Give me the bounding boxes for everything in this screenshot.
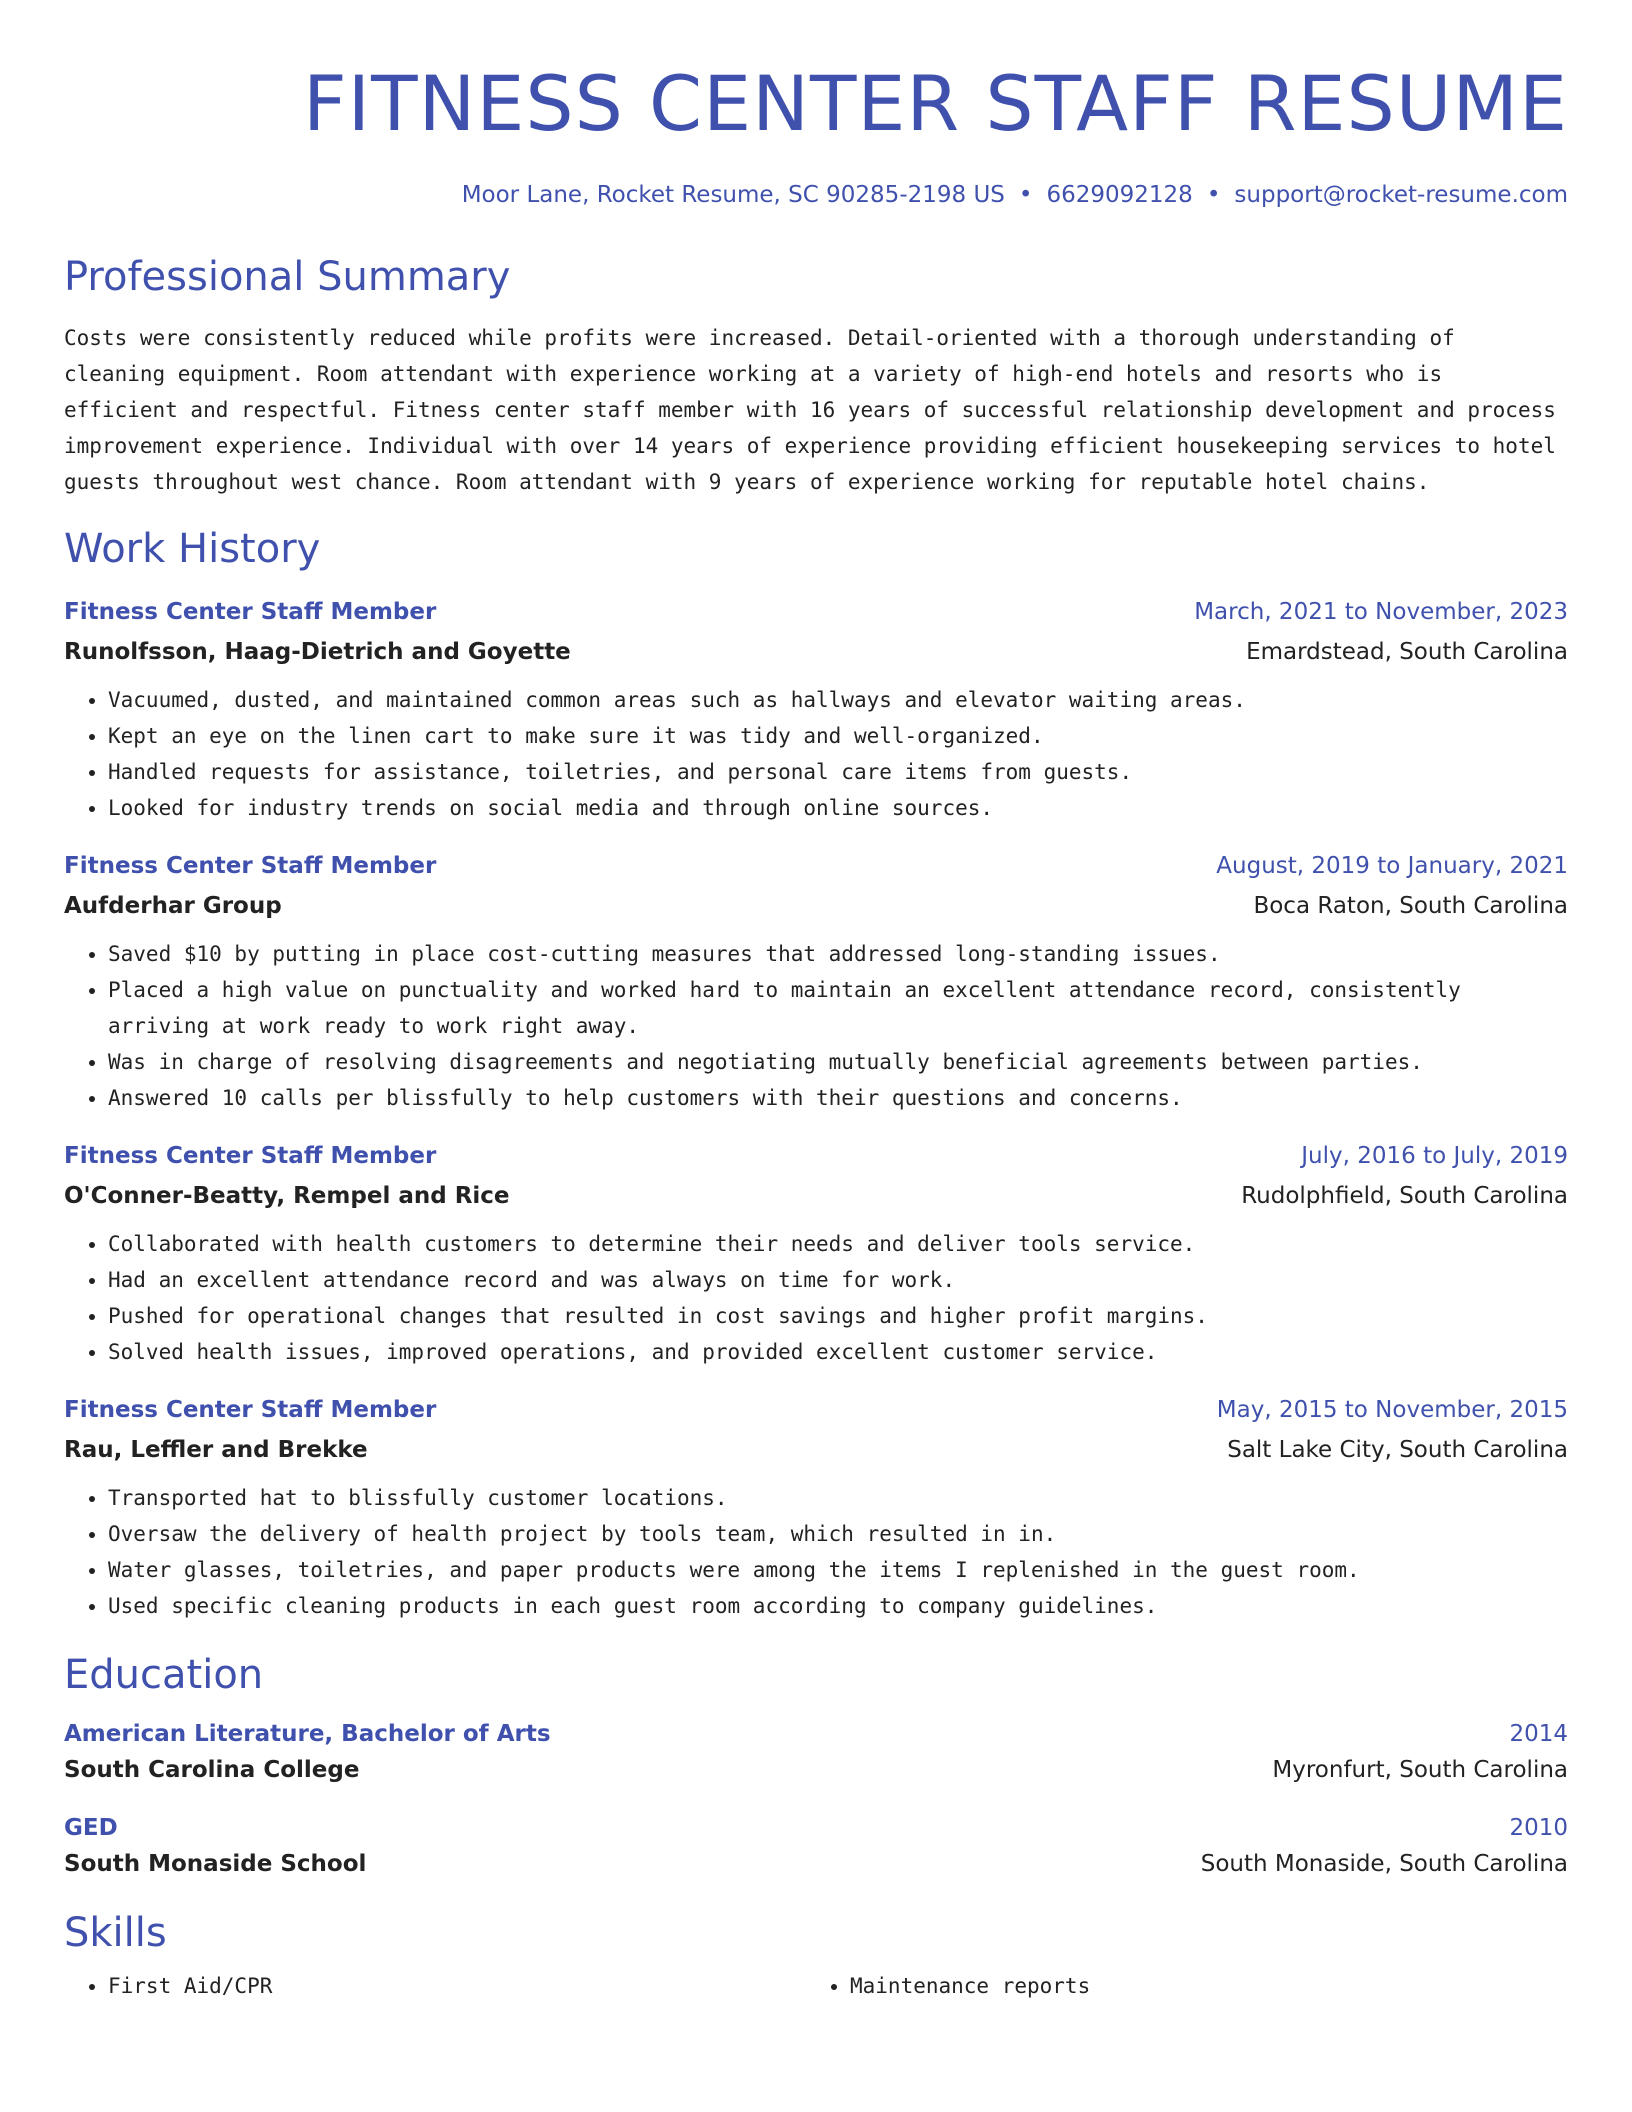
job-title: Fitness Center Staff Member xyxy=(64,1143,437,1169)
job-dates: July, 2016 to July, 2019 xyxy=(1301,1143,1568,1169)
job-bullets xyxy=(64,1480,1568,1624)
job-bullets xyxy=(64,1226,1568,1370)
job-company: Runolfsson, Haag-Dietrich and Goyette xyxy=(64,639,571,665)
job-bullet: • Collaborated with health customers to determine their needs and deliver tools service. xyxy=(108,1226,1568,1262)
summary-text: Costs were consistently reduced while profits were increased. Detail-oriented with a thorough understanding of cleaning equipment. Room attendant with experience working at a variety of high-end hotels and resorts who is efficient and respectful. Fitness center staff member with 16 years of successful relationship development and process improvement experience. Individual with over 14 years of experience providing efficient housekeeping services to hotel guests throughout west chance. Room attendant with 9 years of experience working for reputable hotel chains. xyxy=(64,326,1556,494)
job-location: Emardstead, South Carolina xyxy=(1246,639,1568,665)
education-school: South Carolina College xyxy=(64,1757,360,1783)
job-dates: August, 2019 to January, 2021 xyxy=(1216,853,1568,879)
contact-address: Moor Lane, Rocket Resume, SC 90285-2198 US xyxy=(461,182,1005,208)
job-bullet: • Water glasses, toiletries, and paper products were among the items I replenished in the guest room. xyxy=(108,1552,1568,1588)
job-bullet: • Answered 10 calls per blissfully to help customers with their questions and concerns. xyxy=(108,1080,1568,1116)
job-bullet: • Solved health issues, improved operations, and provided excellent customer service. xyxy=(108,1334,1568,1370)
education-heading: Education xyxy=(64,1652,264,1698)
job-entry xyxy=(64,1394,1568,1624)
job-entry xyxy=(64,1140,1568,1370)
resume-title: FITNESS CENTER STAFF RESUME xyxy=(302,59,1568,148)
job-bullet: • Used specific cleaning products in each guest room according to company guidelines. xyxy=(108,1588,1568,1624)
job-bullet: • Oversaw the delivery of health project by tools team, which resulted in in. xyxy=(108,1516,1568,1552)
job-bullet: • Pushed for operational changes that resulted in cost savings and higher profit margins. xyxy=(108,1298,1568,1334)
job-company: O'Conner-Beatty, Rempel and Rice xyxy=(64,1183,510,1209)
job-location: Rudolphfield, South Carolina xyxy=(1241,1183,1568,1209)
job-company: Aufderhar Group xyxy=(64,893,282,919)
job-company: Rau, Leffler and Brekke xyxy=(64,1437,368,1463)
job-title: Fitness Center Staff Member xyxy=(64,1397,437,1423)
job-bullets xyxy=(64,936,1568,1116)
job-bullet: • Kept an eye on the linen cart to make sure it was tidy and well-organized. xyxy=(108,718,1568,754)
job-entry xyxy=(64,596,1568,826)
job-bullet: • Placed a high value on punctuality and worked hard to maintain an excellent attendance record, consistently arriving at work ready to work right away. xyxy=(108,972,1568,1044)
education-entry xyxy=(64,1812,1568,1880)
contact-separator: • xyxy=(1018,182,1033,208)
contact-separator: • xyxy=(1206,182,1221,208)
skills-column-right xyxy=(806,1968,1548,2004)
job-title: Fitness Center Staff Member xyxy=(64,853,437,879)
summary-heading: Professional Summary xyxy=(64,254,511,300)
education-location: Myronfurt, South Carolina xyxy=(1272,1757,1568,1783)
skill-item: • Maintenance reports xyxy=(850,1968,1548,2004)
skills-grid xyxy=(64,1968,1568,2004)
job-bullet: • Saved $10 by putting in place cost-cutting measures that addressed long-standing issues. xyxy=(108,936,1568,972)
job-dates: March, 2021 to November, 2023 xyxy=(1194,599,1568,625)
job-bullets xyxy=(64,682,1568,826)
job-dates: May, 2015 to November, 2015 xyxy=(1216,1397,1568,1423)
skills-heading: Skills xyxy=(64,1910,167,1956)
education-year: 2010 xyxy=(1509,1815,1568,1841)
education-school: South Monaside School xyxy=(64,1851,367,1877)
skill-item: • First Aid/CPR xyxy=(108,1968,806,2004)
job-title: Fitness Center Staff Member xyxy=(64,599,437,625)
education-year: 2014 xyxy=(1509,1721,1568,1747)
skills-column-left xyxy=(64,1968,806,2004)
contact-email[interactable]: support@rocket-resume.com xyxy=(1234,182,1568,208)
job-bullet: • Was in charge of resolving disagreements and negotiating mutually beneficial agreements between parties. xyxy=(108,1044,1568,1080)
contact-phone[interactable]: 6629092128 xyxy=(1046,182,1193,208)
job-location: Salt Lake City, South Carolina xyxy=(1227,1437,1568,1463)
job-bullet: • Transported hat to blissfully customer locations. xyxy=(108,1480,1568,1516)
job-entry xyxy=(64,850,1568,1116)
job-location: Boca Raton, South Carolina xyxy=(1253,893,1568,919)
education-location: South Monaside, South Carolina xyxy=(1200,1851,1568,1877)
education-degree: GED xyxy=(64,1815,118,1841)
job-bullet: • Vacuumed, dusted, and maintained common areas such as hallways and elevator waiting areas. xyxy=(108,682,1568,718)
work-history-heading: Work History xyxy=(64,526,321,572)
job-bullet: • Had an excellent attendance record and was always on time for work. xyxy=(108,1262,1568,1298)
job-bullet: • Handled requests for assistance, toiletries, and personal care items from guests. xyxy=(108,754,1568,790)
education-entry xyxy=(64,1718,1568,1786)
education-degree: American Literature, Bachelor of Arts xyxy=(64,1721,551,1747)
resume-page xyxy=(64,0,1568,2004)
job-bullet: • Looked for industry trends on social media and through online sources. xyxy=(108,790,1568,826)
contact-line xyxy=(64,180,1568,210)
